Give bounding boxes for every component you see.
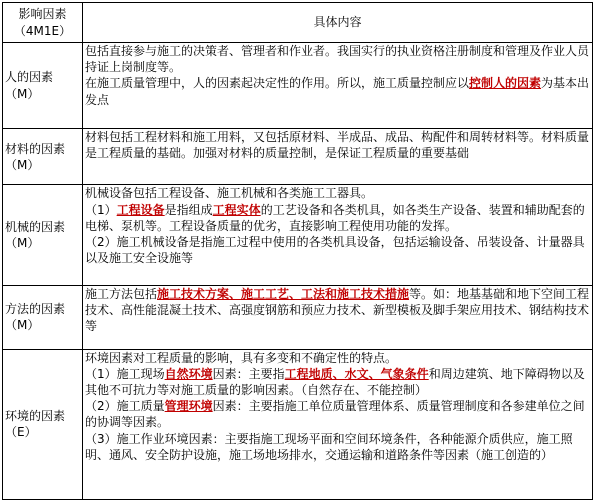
content-text: 施工方法包括 <box>85 286 158 301</box>
highlight-text: 自然环境 <box>164 366 213 381</box>
highlight-text: 管理环境 <box>164 399 213 414</box>
header-content-label: 具体内容 <box>313 15 362 30</box>
header-content-cell <box>83 3 593 43</box>
factor-cell <box>3 43 83 129</box>
table-row <box>3 185 593 285</box>
factor-label: 人的因素（M） <box>5 70 54 101</box>
content-text: 包括直接参与施工的决策者、管理者和作业者。我国实行的执业资格注册制度和管理及作业人员持证上岗制度等。 <box>85 44 590 75</box>
highlight-text: 工程设备 <box>116 202 165 217</box>
content-text: 等。如：地基基础和地下空间工程技术、高性能混凝土技术、高强度钢筋和预应力技术、新型模板及脚手架应用技术、钢结构技术等 <box>85 286 590 333</box>
content-text: 是指组成 <box>164 202 213 217</box>
content-text: 和周边建筑、地下障碍物以及其他不可抗力等对施工质量的影响因素。（自然存在、不能控制） <box>85 366 585 398</box>
content-text: 环境因素对工程质量的影响，具有多变和不确定性的特点。 <box>85 350 398 365</box>
content-text: 因素：主要指施工单位质量管理体系、质量管理制度和各参建单位之间的协调等因素。 <box>85 399 585 430</box>
header-factor-label: 影响因素 <box>18 7 67 22</box>
header-factor-cell <box>3 3 83 43</box>
content-text: （2）施工质量 <box>85 399 165 414</box>
highlight-text: 工程地质、水文、气象条件 <box>284 366 429 381</box>
table-row <box>3 285 593 349</box>
highlight-text: 工程实体 <box>212 202 261 217</box>
header-row <box>3 3 593 43</box>
content-cell <box>83 185 593 285</box>
header-factor-code: （4M1E） <box>13 23 72 38</box>
content-text: 在施工质量管理中，人的因素起决定性的作用。所以，施工质量控制应以 <box>85 76 470 91</box>
content-text: （1）施工现场 <box>85 366 165 381</box>
table-row <box>3 349 593 499</box>
factor-cell <box>3 285 83 349</box>
table-row <box>3 129 593 185</box>
content-cell <box>83 43 593 129</box>
highlight-text: 控制人的因素 <box>469 76 542 91</box>
factor-cell <box>3 185 83 285</box>
content-text: 为基本出发点 <box>85 76 590 107</box>
content-cell <box>83 285 593 349</box>
content-cell <box>83 129 593 185</box>
factor-cell <box>3 349 83 499</box>
table-row <box>3 43 593 129</box>
factors-table <box>2 2 593 500</box>
content-text: 的工艺设备和各类机具，如各类生产设备、装置和辅助配套的电梯、泵机等。工程设备质量的优劣，直接影响工程使用功能的发挥。 <box>85 202 585 233</box>
content-text: 材料包括工程材料和施工用料，又包括原材料、半成品、成品、构配件和周转材料等。材料质量是工程质量的基础。加强对材料的质量控制，是保证工程质量的重要基础 <box>85 130 590 161</box>
content-text: （2）施工机械设备是指施工过程中使用的各类机具设备，包括运输设备、吊装设备、计量器具以及施工安全设施等 <box>85 234 585 266</box>
factor-label: 机械的因素（M） <box>5 219 66 250</box>
content-text: （3）施工作业环境因素：主要指施工现场平面和空间环境条件，各种能源介质供应，施工照明、通风、安全防护设施，施工场地场排水，交通运输和道路条件等因素（施工创造的） <box>85 431 573 462</box>
highlight-text: 施工技术方案、施工工艺、工法和施工技术措施 <box>157 286 410 301</box>
factor-label: 环境的因素（E） <box>5 409 66 440</box>
content-text: （1） <box>85 202 117 217</box>
factor-label: 材料的因素（M） <box>5 141 66 172</box>
content-text: 因素：主要指 <box>212 366 285 381</box>
content-text: 机械设备包括工程设备、施工机械和各类施工工器具。 <box>85 186 374 201</box>
factor-label: 方法的因素（M） <box>5 301 66 333</box>
factor-cell <box>3 129 83 185</box>
content-cell <box>83 349 593 499</box>
